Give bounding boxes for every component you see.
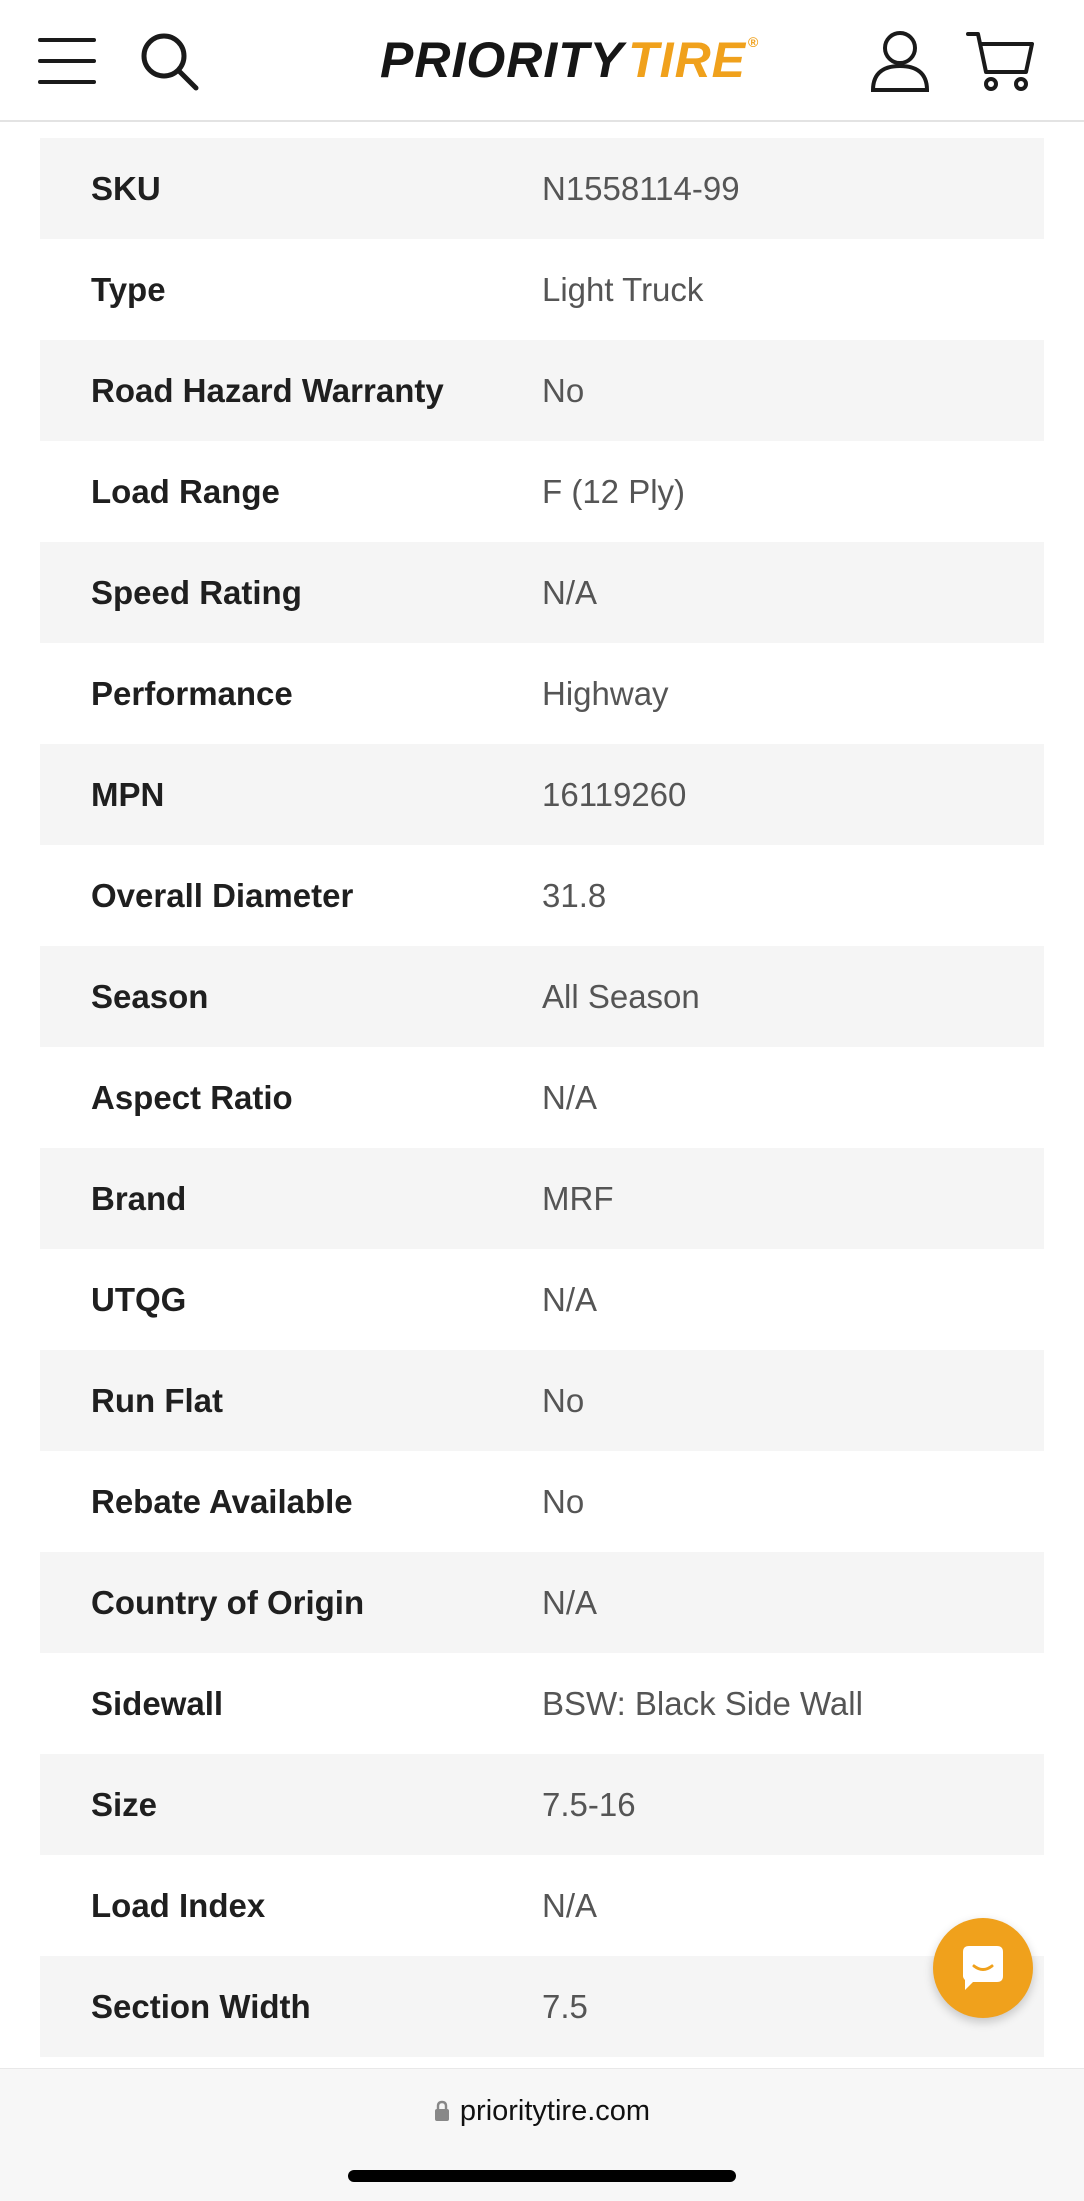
- spec-row: [40, 1855, 1044, 1956]
- spec-value: F (12 Ply): [542, 472, 686, 510]
- spec-row: [40, 1451, 1044, 1552]
- url-display[interactable]: [0, 2095, 1084, 2128]
- spec-value: BSW: Black Side Wall: [542, 1684, 863, 1722]
- spec-value: N/A: [542, 1280, 598, 1318]
- search-icon[interactable]: [134, 26, 204, 96]
- spec-value: 7.5-16: [542, 1785, 636, 1823]
- spec-row: [40, 542, 1044, 643]
- spec-row: [40, 1148, 1044, 1249]
- spec-row: [40, 845, 1044, 946]
- spec-label: Run Flat: [91, 1381, 223, 1419]
- spec-row: [40, 340, 1044, 441]
- spec-value: N/A: [542, 1078, 598, 1116]
- spec-label: Type: [91, 270, 166, 308]
- chat-bubble-icon: [957, 1942, 1009, 1994]
- url-text: prioritytire.com: [459, 2095, 651, 2127]
- spec-value: All Season: [542, 977, 700, 1015]
- spec-label: Size: [91, 1785, 158, 1823]
- spec-label: Overall Diameter: [91, 876, 354, 914]
- spec-value: No: [542, 371, 585, 409]
- browser-address-bar: [0, 2068, 1084, 2201]
- cart-icon[interactable]: [966, 26, 1036, 96]
- spec-row: [40, 239, 1044, 340]
- spec-value: No: [542, 1482, 585, 1520]
- spec-label: Country of Origin: [91, 1583, 365, 1621]
- logo-text-tire: TIRE: [628, 32, 747, 88]
- spec-value: MRF: [542, 1179, 614, 1217]
- spec-row: [40, 1653, 1044, 1754]
- logo-text-priority: PRIORITY: [380, 32, 625, 88]
- spec-row: [40, 1249, 1044, 1350]
- spec-value: Light Truck: [542, 270, 704, 308]
- spec-value: 31.8: [542, 876, 607, 914]
- spec-row: [40, 643, 1044, 744]
- spec-row: [40, 946, 1044, 1047]
- spec-label: Section Width: [91, 1987, 311, 2025]
- site-header: [0, 0, 1084, 122]
- spec-label: Aspect Ratio: [91, 1078, 293, 1116]
- spec-label: Brand: [91, 1179, 187, 1217]
- spec-value: N1558114-99: [542, 169, 740, 207]
- spec-label: UTQG: [91, 1280, 187, 1318]
- spec-label: MPN: [91, 775, 165, 813]
- spec-label: Load Index: [91, 1886, 266, 1924]
- spec-value: N/A: [542, 1886, 598, 1924]
- home-indicator[interactable]: [348, 2170, 736, 2182]
- spec-label: Road Hazard Warranty: [91, 371, 444, 409]
- spec-row: [40, 1552, 1044, 1653]
- spec-row: [40, 1754, 1044, 1855]
- spec-row: [40, 1956, 1044, 2057]
- spec-value: Highway: [542, 674, 669, 712]
- spec-value: N/A: [542, 1583, 598, 1621]
- spec-value: 7.5: [542, 1987, 588, 2025]
- spec-label: SKU: [91, 169, 161, 207]
- spec-label: Season: [91, 977, 209, 1015]
- spec-label: Speed Rating: [91, 573, 302, 611]
- spec-row: [40, 1350, 1044, 1451]
- spec-row: [40, 1047, 1044, 1148]
- spec-label: Load Range: [91, 472, 280, 510]
- spec-label: Performance: [91, 674, 293, 712]
- spec-value: N/A: [542, 573, 598, 611]
- spec-row: [40, 138, 1044, 239]
- chat-button[interactable]: [933, 1918, 1033, 2018]
- specifications-table: [40, 138, 1044, 2057]
- spec-value: 16119260: [542, 775, 687, 813]
- menu-icon[interactable]: [32, 26, 102, 96]
- spec-value: No: [542, 1381, 585, 1419]
- account-icon[interactable]: [865, 26, 935, 96]
- lock-icon: [434, 2100, 450, 2122]
- spec-row: [40, 441, 1044, 542]
- site-logo[interactable]: [380, 28, 759, 92]
- spec-label: Sidewall: [91, 1684, 224, 1722]
- spec-label: Rebate Available: [91, 1482, 353, 1520]
- logo-registered-mark: ®: [748, 34, 760, 50]
- spec-row: [40, 744, 1044, 845]
